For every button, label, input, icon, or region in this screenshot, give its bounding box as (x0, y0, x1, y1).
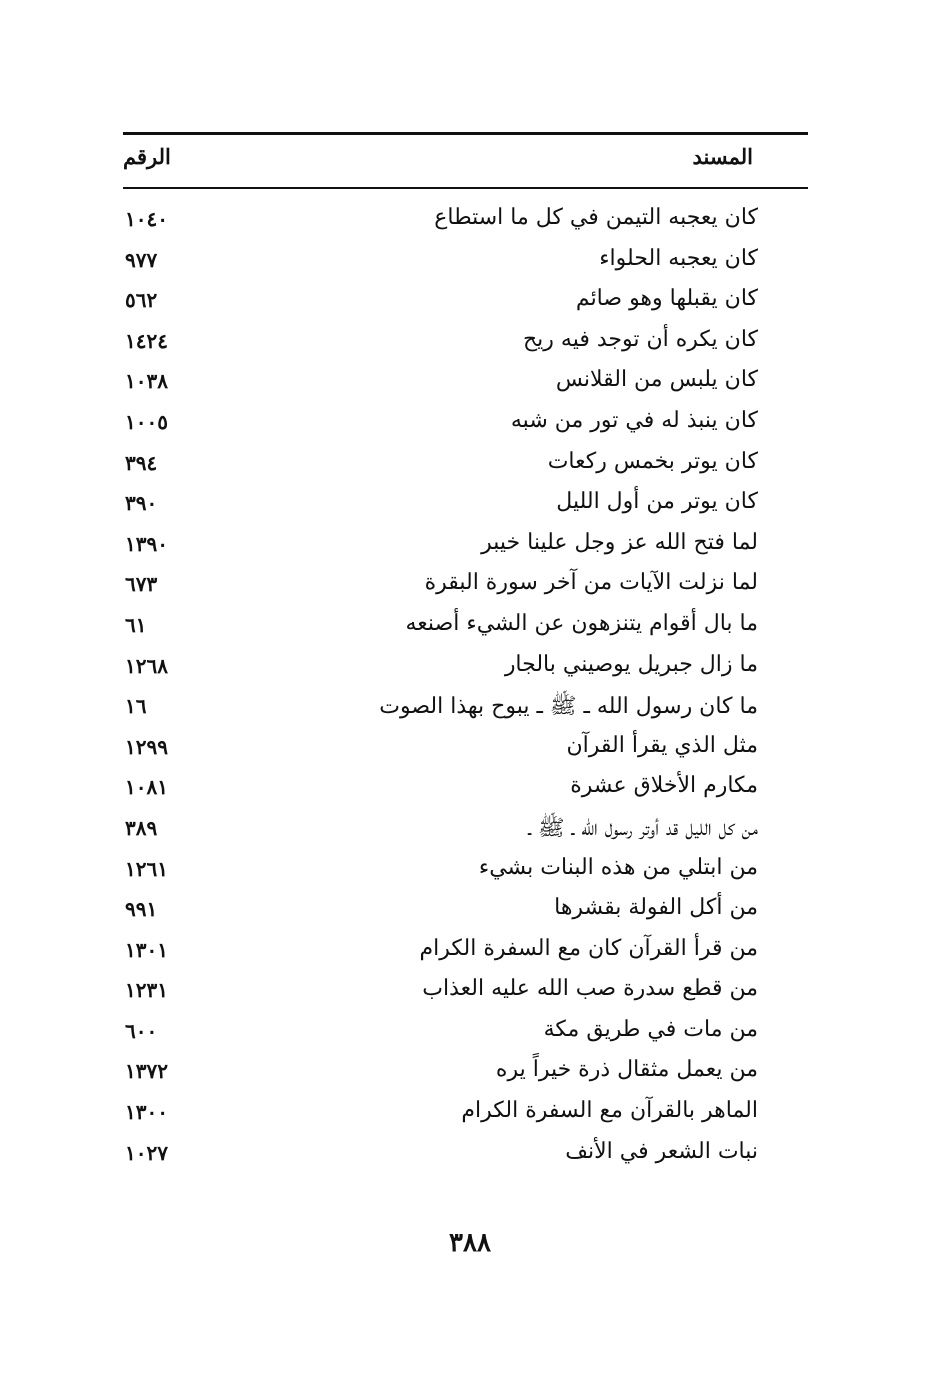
row-number: ١٢٦١ (125, 856, 168, 881)
table-row (123, 1137, 808, 1178)
row-text: من ابتلي من هذه البنات بشيء (478, 854, 758, 880)
row-text: كان يكره أن توجد فيه ريح (522, 326, 758, 352)
table-row (123, 812, 808, 853)
header-number-column: الرقم (123, 144, 171, 169)
row-text: لما فتح الله عز وجل علينا خيبر (481, 529, 758, 555)
row-number: ٩٧٧ (125, 247, 158, 272)
row-text: ما زال جبريل يوصيني بالجار (504, 651, 758, 677)
table-row (123, 325, 808, 366)
row-text: كان ينبذ له في تور من شبه (510, 407, 758, 433)
table-row (123, 690, 808, 731)
row-number: ١٣٠١ (125, 937, 168, 962)
header-text-column: المسند (692, 144, 753, 169)
table-row (123, 1015, 808, 1056)
table-row (123, 203, 808, 244)
row-number: ١٠٨١ (125, 775, 168, 800)
row-text: من أكل الفولة بقشرها (554, 895, 758, 921)
table-row (123, 568, 808, 609)
row-text: من قرأ القرآن كان مع السفرة الكرام (419, 935, 758, 961)
row-number: ١٠٤٠ (125, 207, 168, 231)
row-number: ١٣٩٠ (125, 531, 168, 556)
row-number: ١٠٢٧ (125, 1140, 168, 1165)
row-text: كان يوتر من أول الليل (556, 489, 758, 515)
row-text: من قطع سدرة صب الله عليه العذاب (422, 976, 758, 1002)
table-row (123, 893, 808, 934)
row-number: ١٢٩٩ (125, 734, 168, 759)
row-number: ١٢٦٨ (125, 653, 168, 678)
row-number: ١٣٧٢ (125, 1059, 168, 1084)
row-number: ٦١ (125, 612, 147, 637)
table-row (123, 934, 808, 975)
table-row (123, 731, 808, 772)
table-row (123, 974, 808, 1015)
row-number: ١٤٢٤ (125, 328, 168, 353)
table-row (123, 609, 808, 650)
row-text: من يعمل مثقال ذرة خيراً يره (495, 1057, 758, 1083)
table-row (123, 365, 808, 406)
row-number: ٦٧٣ (125, 572, 158, 597)
row-text: الماهر بالقرآن مع السفرة الكرام (461, 1098, 758, 1124)
row-number: ١٦ (125, 694, 147, 719)
row-text: مثل الذي يقرأ القرآن (566, 732, 758, 758)
table-row (123, 406, 808, 447)
row-number: ٥٦٢ (125, 288, 158, 313)
table-row (123, 528, 808, 569)
page-number: ٣٨٨ (449, 1228, 491, 1258)
row-number: ٩٩١ (125, 897, 158, 922)
row-text: كان يلبس من القلانس (555, 367, 758, 393)
row-number: ٣٩٠ (125, 491, 158, 516)
row-number: ١٠٣٨ (125, 369, 168, 394)
row-number: ١٣٠٠ (125, 1100, 168, 1125)
table-row (123, 1055, 808, 1096)
table-row (123, 650, 808, 691)
top-rule (123, 132, 808, 135)
table-row (123, 771, 808, 812)
table-row (123, 1096, 808, 1137)
table-row (123, 284, 808, 325)
row-text: من مات في طريق مكة (543, 1016, 758, 1042)
row-text: كان يقبلها وهو صائم (575, 286, 758, 312)
row-number: ١٢٣١ (125, 978, 168, 1003)
row-text: من كل الليل قد أوتر رسول الله ـ ﷺ ـ (528, 815, 758, 841)
table-row (123, 447, 808, 488)
row-text: ما بال أقوام يتنزهون عن الشيء أصنعه (405, 610, 758, 636)
row-number: ٣٨٩ (125, 815, 158, 840)
table-row (123, 853, 808, 894)
row-text: كان يوتر بخمس ركعات (547, 448, 758, 474)
row-text: ما كان رسول الله ـ ﷺ ـ يبوح بهذا الصوت (379, 694, 758, 720)
row-number: ١٠٠٥ (125, 409, 168, 434)
header-rule (123, 187, 808, 189)
row-number: ٣٩٤ (125, 450, 158, 475)
row-text: نبات الشعر في الأنف (565, 1138, 758, 1164)
row-text: لما نزلت الآيات من آخر سورة البقرة (424, 570, 758, 596)
table-row (123, 487, 808, 528)
row-text: كان يعجبه الحلواء (599, 245, 758, 271)
row-text: مكارم الأخلاق عشرة (570, 773, 758, 799)
table-header (123, 140, 808, 180)
row-number: ٦٠٠ (125, 1018, 158, 1043)
table-row (123, 244, 808, 285)
index-table (123, 203, 808, 1177)
row-text: كان يعجبه التيمن في كل ما استطاع (434, 205, 758, 230)
